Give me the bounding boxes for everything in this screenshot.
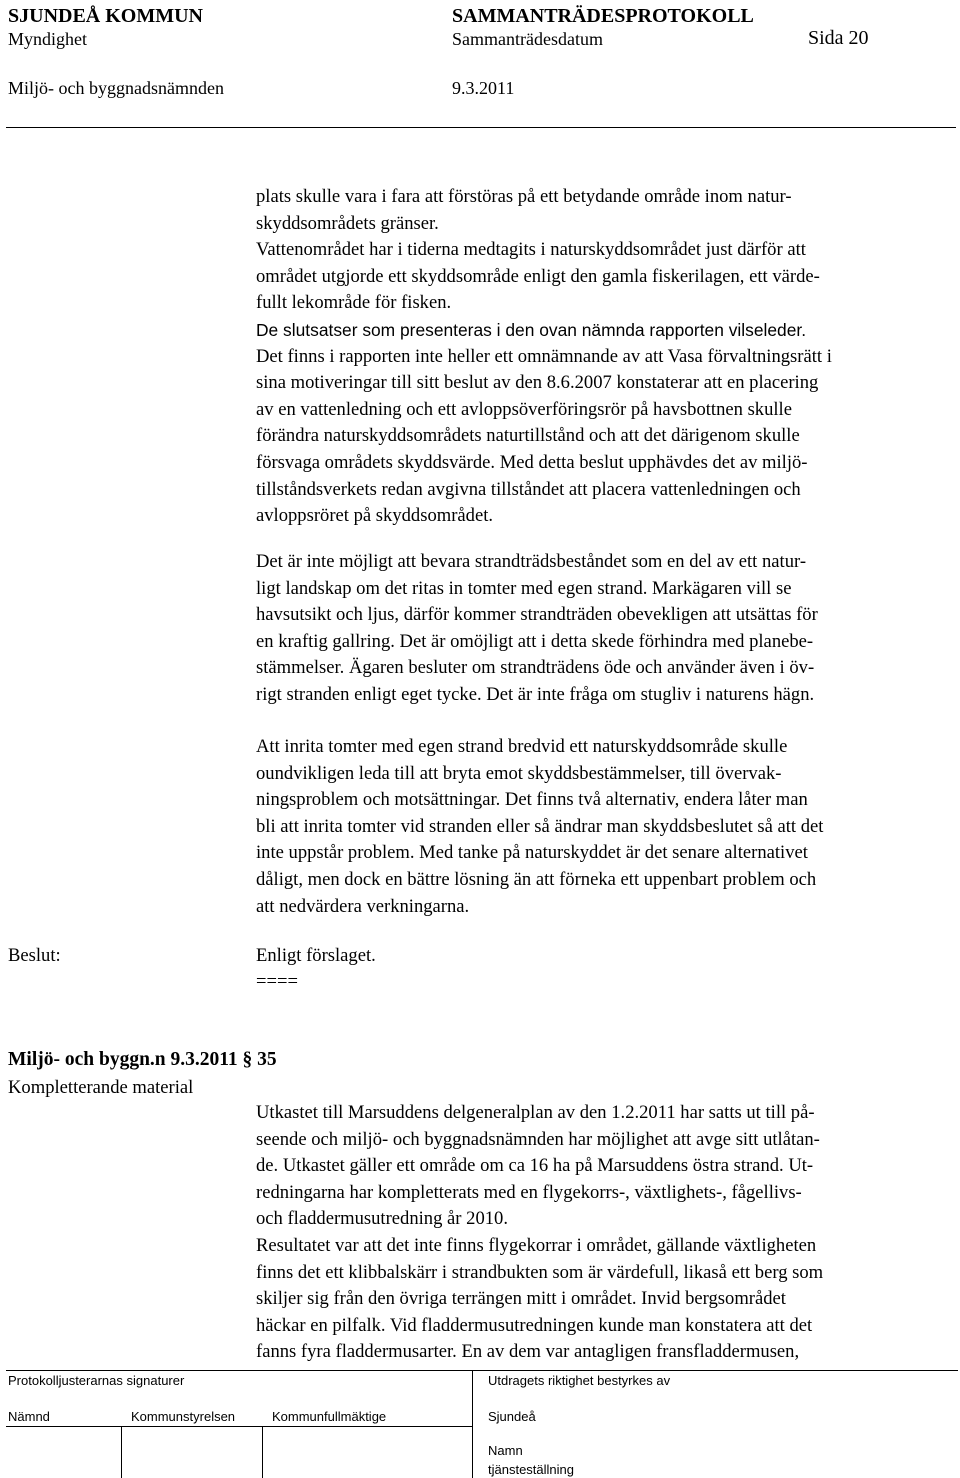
paragraph-3: [256, 734, 956, 920]
text-line: området utgjorde ett skyddsområde enligt den gamla fiskerilagen, ett värde-: [256, 265, 820, 287]
text-line: försvaga områdets skyddsvärde. Med detta beslut upphävdes det av miljö-: [256, 451, 808, 473]
header-divider: [6, 127, 956, 128]
text-line: Det finns i rapporten inte heller ett omnämnande av att Vasa förvaltningsrätt i: [256, 345, 832, 367]
text-line: dåligt, men dock en bättre lösning än att förneka ett uppenbart problem och: [256, 868, 817, 890]
text-line: skiljer sig från den övriga terrängen mitt i området. Invid bergsområdet: [256, 1288, 786, 1310]
name-label: Namn: [488, 1443, 523, 1458]
text-line: häckar en pilfalk. Vid fladdermusutredningen kunde man konstatera att det: [256, 1314, 813, 1336]
meeting-date-label: Sammanträdesdatum: [452, 29, 603, 49]
text-line: stämmelser. Ägaren besluter om strandträdens öde och använder även i öv-: [256, 657, 815, 679]
paragraph-2: [256, 549, 956, 709]
footer-col-divider: [262, 1426, 263, 1478]
section-heading: Miljö- och byggn.n 9.3.2011 § 35: [8, 1049, 277, 1070]
text-line: en kraftig gallring. Det är omöjligt att i detta skede förhindra med planebe-: [256, 630, 814, 652]
text-line: inte uppstår problem. Med tanke på naturskyddet är det senare alternativet: [256, 842, 808, 864]
text-line: sina motiveringar till sitt beslut av den 8.6.2007 konstaterar att en placering: [256, 372, 819, 394]
text-line: havsutsikt och ljus, därför kommer strandträden obevekligen att utsättas för: [256, 604, 818, 626]
section-subheading: Kompletterande material: [8, 1077, 194, 1098]
column-kommunstyrelsen: Kommunstyrelsen: [131, 1409, 236, 1424]
column-kommunfullmaktige: Kommunfullmäktige: [272, 1409, 387, 1424]
text-line: ningsproblem och motsättningar. Det finns två alternativ, endera låter man: [256, 789, 808, 811]
text-line: seende och miljö- och byggnadsnämnden har möjlighet att avge sitt utlåtan-: [256, 1128, 820, 1150]
text-line: av en vattenledning och ett avloppsöverföringsrör på havsbottnen skulle: [256, 398, 792, 420]
text-line: förändra naturskyddsområdets naturtillstånd och att det därigenom skulle: [256, 425, 800, 447]
column-sjundea: Sjundeå: [488, 1409, 536, 1424]
text-line: bli att inrita tomter vid stranden eller så ändrar man skyddsbeslutet så att det: [256, 815, 824, 837]
text-line: att nedvärdera verkningarna.: [256, 895, 470, 917]
text-line: Vattenområdet har i tiderna medtagits i naturskyddsområdet just därför att: [256, 239, 806, 261]
footer-top-rule: [6, 1370, 958, 1371]
text-line: fullt lekområde för fisken.: [256, 292, 452, 314]
text-line: Att inrita tomter med egen strand bredvid ett naturskyddsområde skulle: [256, 736, 788, 757]
org-name: SJUNDEÅ KOMMUN: [8, 5, 203, 27]
authority-name: Miljö- och byggnadsnämnden: [8, 78, 224, 98]
text-line: Det är inte möjligt att bevara strandträdsbeståndet som en del av ett natur-: [256, 551, 807, 572]
paragraph-1: [256, 184, 956, 530]
text-line: plats skulle vara i fara att förstöras på ett betydande område inom natur-: [256, 186, 792, 207]
text-line: redningarna har kompletterats med en flygekorrs-, växtlighets-, fågellivs-: [256, 1181, 802, 1203]
text-line: finns det ett klibbalskärr i strandbukten som är värdefull, likaså ett berg som: [256, 1261, 824, 1283]
text-line: fanns fyra fladdermusarter. En av dem var antagligen fransfladdermusen,: [256, 1341, 800, 1363]
meeting-date: 9.3.2011: [452, 78, 515, 98]
authority-label: Myndighet: [8, 29, 87, 49]
decision-label: Beslut:: [8, 945, 61, 966]
signatures-label: Protokolljusterarnas signaturer: [8, 1373, 185, 1388]
text-line: tillståndsverkets redan avgivna tillståndet att placera vattenledningen och: [256, 478, 801, 500]
text-line: Utkastet till Marsuddens delgeneralplan av den 1.2.2011 har satts ut till på-: [256, 1102, 815, 1123]
text-line: rigt stranden enligt eget tycke. Det är inte fråga om stugliv i naturens hägn.: [256, 683, 815, 705]
decision-text: Enligt förslaget.: [256, 945, 376, 966]
text-line: och fladdermusutredning år 2010.: [256, 1208, 508, 1230]
footer-middle-rule: [6, 1426, 472, 1427]
end-mark: ====: [256, 971, 298, 992]
text-line: ligt landskap om det ritas in tomter med egen strand. Markägaren vill se: [256, 577, 792, 599]
text-line: De slutsatser som presenteras i den ovan nämnda rapporten vilseleder.: [256, 319, 807, 340]
footer-col-divider: [121, 1426, 122, 1478]
paragraph-4: [256, 1100, 956, 1366]
position-label: tjänsteställning: [488, 1462, 574, 1477]
certified-label: Utdragets riktighet bestyrkes av: [488, 1373, 671, 1388]
text-line: de. Utkastet gäller ett område om ca 16 ha på Marsuddens östra strand. Ut-: [256, 1155, 814, 1177]
text-line: avloppsröret på skyddsområdet.: [256, 505, 494, 527]
column-namnd: Nämnd: [8, 1409, 50, 1424]
footer-divider: [472, 1370, 473, 1478]
document-type: SAMMANTRÄDESPROTOKOLL: [452, 5, 754, 27]
text-line: Resultatet var att det inte finns flygekorrar i området, gällande växtligheten: [256, 1234, 817, 1256]
text-line: skyddsområdets gränser.: [256, 212, 439, 234]
text-line: oundvikligen leda till att bryta emot skyddsbestämmelser, till övervak-: [256, 762, 782, 784]
page-number: Sida 20: [808, 27, 869, 49]
